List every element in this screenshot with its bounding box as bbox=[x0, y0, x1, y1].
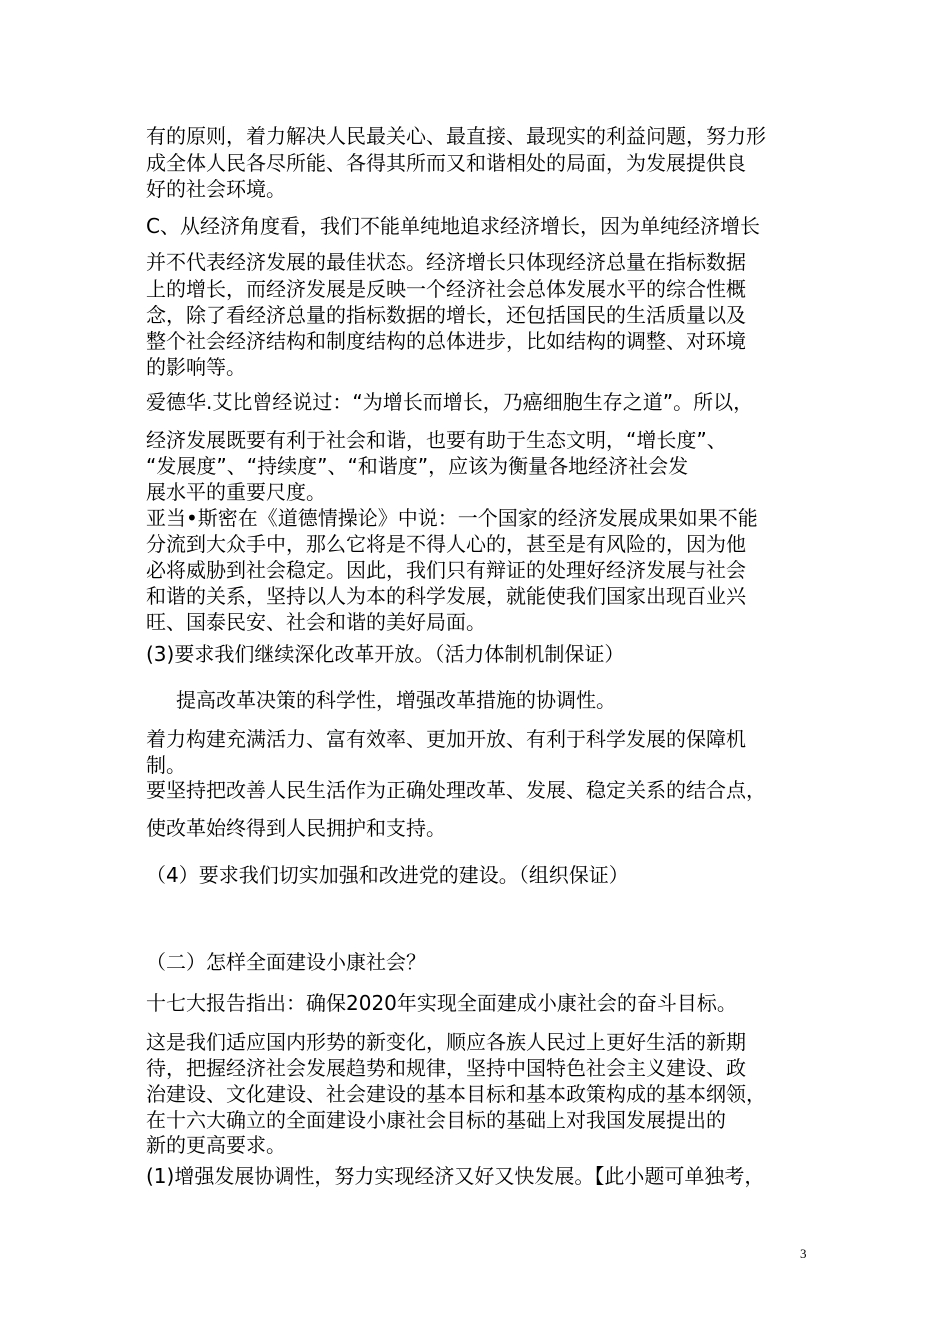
text-line: 制。 bbox=[146, 753, 186, 777]
text-line: 整个社会经济结构和制度结构的总体进步，比如结构的调整、对环境 bbox=[146, 329, 746, 353]
text-line: (3)要求我们继续深化改革开放。（活力体制机制保证） bbox=[146, 642, 625, 666]
text-line: 经济发展既要有利于社会和谐，也要有助于生态文明，“增长度”、 bbox=[146, 428, 727, 452]
text-line: 新的更高要求。 bbox=[146, 1133, 286, 1157]
text-line: 提高改革决策的科学性，增强改革措施的协调性。 bbox=[176, 688, 616, 712]
text-line: 好的社会环境。 bbox=[146, 177, 286, 201]
text-line: “发展度”、“持续度”、“和谐度”，应该为衡量各地经济社会发 bbox=[146, 454, 689, 478]
section-heading: （二）怎样全面建设小康社会？ bbox=[146, 950, 426, 974]
text-line: 和谐的关系，坚持以人为本的科学发展，就能使我们国家出现百业兴 bbox=[146, 584, 746, 608]
text-line: (1)增强发展协调性，努力实现经济又好又快发展。【此小题可单独考， bbox=[146, 1164, 765, 1188]
page-number: 3 bbox=[800, 1246, 807, 1261]
text-line: 十七大报告指出：确保2020年实现全面建成小康社会的奋斗目标。 bbox=[146, 991, 737, 1015]
text-line: 有的原则，着力解决人民最关心、最直接、最现实的利益问题，努力形 bbox=[146, 124, 766, 148]
text-line: 要坚持把改善人民生活作为正确处理改革、发展、稳定关系的结合点， bbox=[146, 778, 766, 802]
text-line: 爱德华.艾比曾经说过：“为增长而增长，乃癌细胞生存之道”。所以， bbox=[146, 390, 754, 414]
text-line: 展水平的重要尺度。 bbox=[146, 480, 326, 504]
text-line: 使改革始终得到人民拥护和支持。 bbox=[146, 816, 446, 840]
text-line: 旺、国泰民安、社会和谐的美好局面。 bbox=[146, 610, 486, 634]
text-line: 治建设、文化建设、社会建设的基本目标和基本政策构成的基本纲领， bbox=[146, 1082, 766, 1106]
text-line: 待，把握经济社会发展趋势和规律，坚持中国特色社会主义建设、政 bbox=[146, 1056, 746, 1080]
text-line: 上的增长，而经济发展是反映一个经济社会总体发展水平的综合性概 bbox=[146, 277, 746, 301]
text-line: 着力构建充满活力、富有效率、更加开放、有利于科学发展的保障机 bbox=[146, 727, 746, 751]
text-line: 必将威胁到社会稳定。因此，我们只有辩证的处理好经济发展与社会 bbox=[146, 558, 746, 582]
text-line: 在十六大确立的全面建设小康社会目标的基础上对我国发展提出的 bbox=[146, 1108, 726, 1132]
text-line: 分流到大众手中，那么它将是不得人心的，甚至是有风险的，因为他 bbox=[146, 532, 746, 556]
text-line: 并不代表经济发展的最佳状态。经济增长只体现经济总量在指标数据 bbox=[146, 250, 746, 274]
text-line: 亚当•斯密在《道德情操论》中说：一个国家的经济发展成果如果不能 bbox=[146, 506, 758, 530]
text-line: 这是我们适应国内形势的新变化，顺应各族人民过上更好生活的新期 bbox=[146, 1030, 746, 1054]
text-line: （4）要求我们切实加强和改进党的建设。（组织保证） bbox=[146, 863, 629, 887]
text-line: 念，除了看经济总量的指标数据的增长，还包括国民的生活质量以及 bbox=[146, 303, 746, 327]
text-line: C、从经济角度看，我们不能单纯地追求经济增长，因为单纯经济增长 bbox=[146, 214, 760, 238]
text-line: 的影响等。 bbox=[146, 355, 246, 379]
text-line: 成全体人民各尽所能、各得其所而又和谐相处的局面，为发展提供良 bbox=[146, 151, 746, 175]
